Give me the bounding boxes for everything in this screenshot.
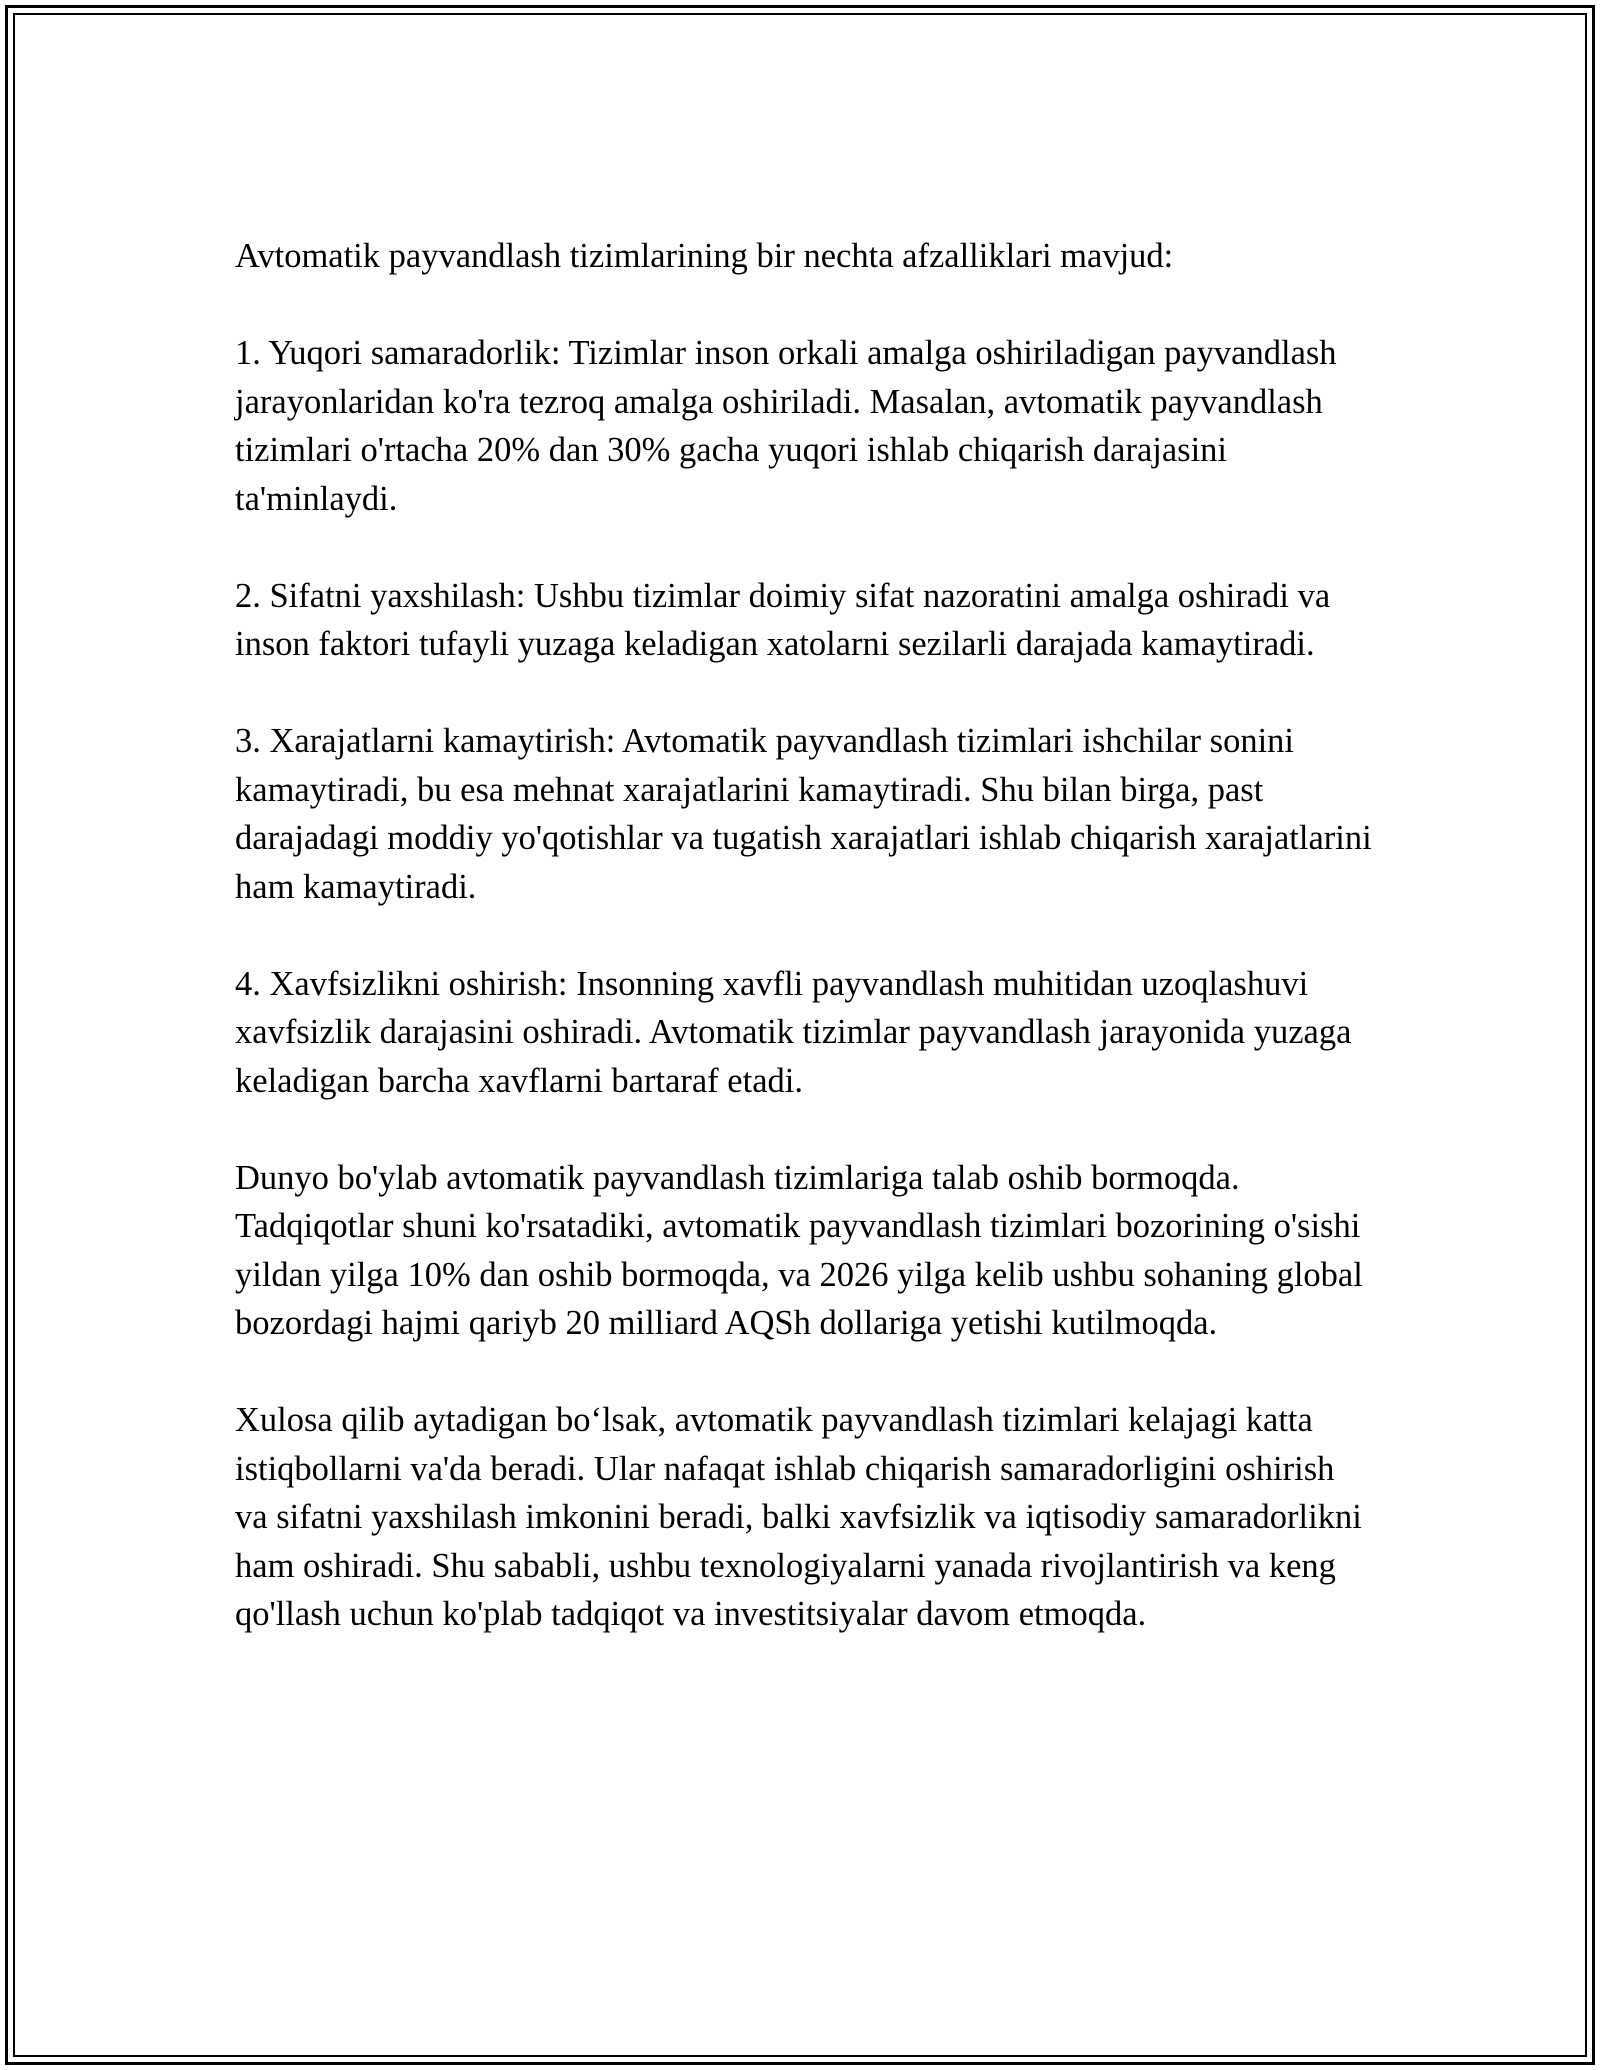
list-item-safety: 4. Xavfsizlikni oshirish: Insonning xavfli payvandlash muhitidan uzoqlashuvi xavfsizlik darajasini oshiradi. Avtomatik tizimlar payvandlash jarayonida yuzaga keladigan barcha xavflarni bartaraf etadi.	[235, 964, 1352, 1100]
document-body	[235, 232, 1375, 1639]
list-item-costs: 3. Xarajatlarni kamaytirish: Avtomatik payvandlash tizimlari ishchilar sonini kamaytiradi, bu esa mehnat xarajatlarini kamaytiradi. Shu bilan birga, past darajadagi moddiy yo'qotishlar va tugatish xarajatlari ishlab chiqarish xarajatlarini ham kamaytiradi.	[235, 722, 1372, 906]
market-paragraph: Dunyo bo'ylab avtomatik payvandlash tizimlariga talab oshib bormoqda. Tadqiqotlar shuni ko'rsatadiki, avtomatik payvandlash tizimlari bozorining o'sishi yildan yilga 10% dan oshib bormoqda, va 2026 yilga kelib ushbu sohaning global bozordagi hajmi qariyb 20 milliard AQSh dollariga yetishi kutilmoqda.	[235, 1158, 1363, 1342]
intro-paragraph: Avtomatik payvandlash tizimlarining bir nechta afzalliklari mavjud:	[235, 237, 1174, 275]
conclusion-paragraph: Xulosa qilib aytadigan bo‘lsak, avtomatik payvandlash tizimlari kelajagi katta istiqbollarni va'da beradi. Ular nafaqat ishlab chiqarish samaradorligini oshirish va sifatni yaxshilash imkonini beradi, balki xavfsizlik va iqtisodiy samaradorlikni ham oshiradi. Shu sababli, ushbu texnologiyalarni yanada rivojlantirish va keng qo'llash uchun ko'plab tadqiqot va investitsiyalar davom etmoqda.	[235, 1401, 1362, 1633]
list-item-efficiency: 1. Yuqori samaradorlik: Tizimlar inson orkali amalga oshiriladigan payvandlash jarayonlaridan ko'ra tezroq amalga oshiriladi. Masalan, avtomatik payvandlash tizimlari o'rtacha 20% dan 30% gacha yuqori ishlab chiqarish darajasini ta'minlaydi.	[235, 334, 1337, 518]
list-item-quality: 2. Sifatni yaxshilash: Ushbu tizimlar doimiy sifat nazoratini amalga oshiradi va inson faktori tufayli yuzaga keladigan xatolarni sezilarli darajada kamaytiradi.	[235, 576, 1331, 663]
